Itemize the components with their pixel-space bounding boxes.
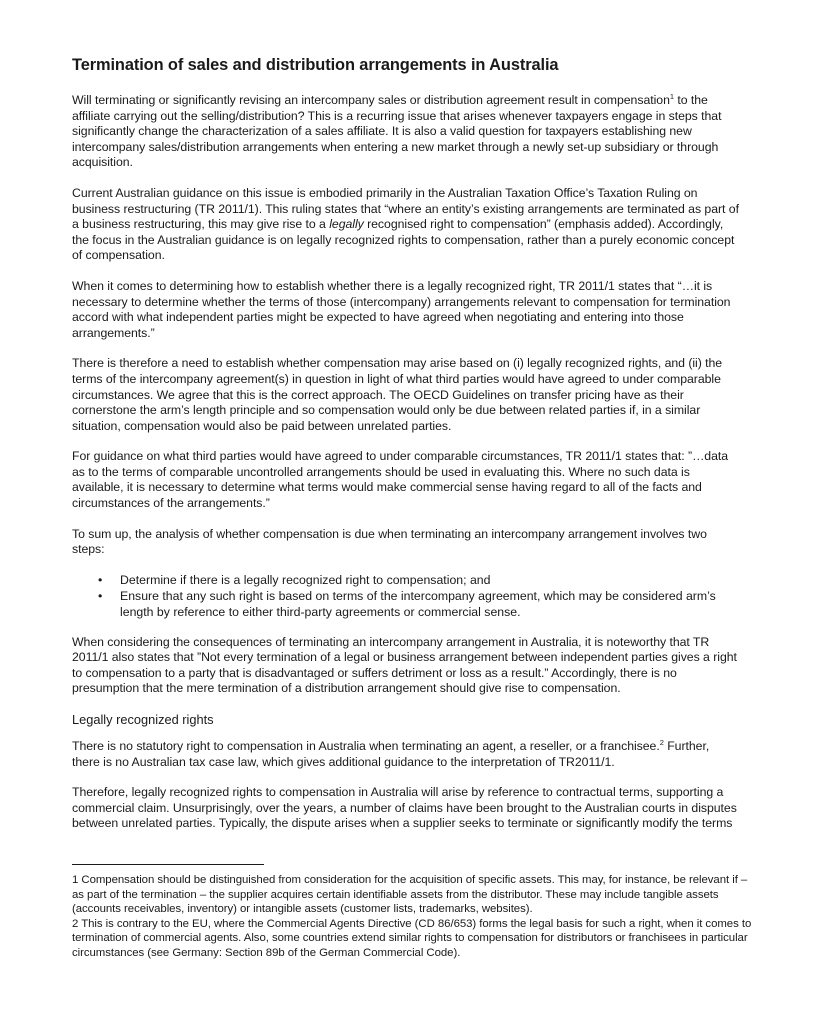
paragraph-text: Further, there is no Australian tax case law, which gives additional guidance to the interpretation of TR2011/1. [72, 739, 710, 769]
footnotes [72, 873, 752, 961]
paragraph-text: There is no statutory right to compensation in Australia when terminating an agent, a reseller, or a franchisee. [72, 739, 660, 753]
list-item [72, 589, 740, 620]
list-item [72, 573, 740, 589]
emphasis-text: legally [329, 217, 364, 232]
list-item-text: Ensure that any such right is based on terms of the intercompany agreement, which may be considered arm’s length by reference to either third-party agreements or commercial sense. [120, 589, 716, 620]
paragraph-text: Current Australian guidance on this issue is embodied primarily in the Australian Taxation Office’s Taxation Ruling on business restructuring (TR 2011/1). This ruling states that “where an entity’s existing arrangements are terminated as part of a business restructuring, this may give rise to a [72, 185, 739, 232]
footnote-2: 2 This is contrary to the EU, where the Commercial Agents Directive (CD 86/653) forms the legal basis for such a right, when it comes to termination of commercial agents. Also, some countries extend similar rights to compensation for distributors or franchisees in particular circumstances (see Germany: Section 89b of the German Commercial Code). [72, 917, 752, 959]
bullet-icon: • [98, 589, 103, 604]
page-title: Termination of sales and distribution arrangements in Australia [72, 56, 559, 74]
paragraph-consequences: When considering the consequences of terminating an intercompany arrangement in Australia, it is noteworthy that TR 2011/1 also states that ”Not every termination of a legal or business arrangement between independent parties gives a right to compensation to a party that is disadvantaged or suffers detriment or loss as a result.” Accordingly, there is no presumption that the mere termination of a distribution arrangement should give rise to compensation. [72, 634, 737, 696]
footnote-1: 1 Compensation should be distinguished from consideration for the acquisition of specific assets. This may, for instance, be relevant if – as part of the termination – the supplier acquires certain identifiable assets from the distributor. These may include tangible assets (accounts receivables, inventory) or intangible assets (customer lists, trademarks, websites). [72, 874, 748, 916]
steps-list [72, 573, 740, 621]
document-body [72, 56, 740, 847]
paragraph-text: Will terminating or significantly revising an intercompany sales or distribution agreement result in compensation [72, 93, 670, 107]
paragraph-text: recognised right to compensation” (emphasis added). Accordingly, the focus in the Australian guidance is on legally recognized rights to compensation, rather than a purely economic concept of compensation. [72, 217, 735, 263]
list-item-text: Determine if there is a legally recognized right to compensation; and [120, 572, 491, 587]
paragraph-text: to the affiliate carrying out the selling/distribution? This is a recurring issue that arises whenever taxpayers engage in steps that significantly change the characterization of a sales affiliate. It is also a valid question for taxpayers establishing new intercompany sales/distribution arrangements when entering a new market through a newly set-up subsidiary or through acquisition. [72, 93, 722, 170]
bullet-icon: • [98, 572, 103, 587]
paragraph-intro [72, 93, 740, 171]
footnote-ref-2: 2 [659, 737, 664, 747]
paragraph-summary: To sum up, the analysis of whether compensation is due when terminating an intercompany arrangement involves two steps: [72, 526, 707, 557]
paragraph-statutory [72, 739, 740, 770]
paragraph-legal-right: When it comes to determining how to establish whether there is a legally recognized right, TR 2011/1 states that “…it is necessary to determine whether the terms of those (intercompany) arrangements relevant to compensation for termination accord with what independent parties might be expected to have agreed when negotiating and entering into those arrangements.” [72, 278, 731, 340]
section-heading: Legally recognized rights [72, 712, 214, 727]
paragraph-arms-length: There is therefore a need to establish whether compensation may arise based on (i) legally recognized rights, and (ii) the terms of the intercompany agreement(s) in question in light of what third parties would have agreed to under comparable circumstances. We agree that this is the correct approach. The OECD Guidelines on transfer pricing have as their cornerstone the arm’s length principle and so compensation would only be due between related parties if, in a similar situation, compensation would also be paid between unrelated parties. [72, 356, 723, 433]
paragraph-contractual: Therefore, legally recognized rights to compensation in Australia will arise by reference to contractual terms, supporting a commercial claim. Unsurprisingly, over the years, a number of claims have been brought to the Australian courts in disputes between unrelated parties. Typically, the dispute arises when a supplier seeks to terminate or significantly modify the terms [72, 785, 737, 831]
paragraph-guidance [72, 186, 740, 264]
footnote-separator [72, 864, 264, 865]
paragraph-comparable: For guidance on what third parties would have agreed to under comparable circumstances, TR 2011/1 states that: ”…data as to the terms of comparable uncontrolled arrangements should be used in evaluating this. Where no such data is available, it is necessary to determine what terms would make commercial sense having regard to all of the facts and circumstances of the arrangements.” [72, 449, 729, 511]
footnote-ref-1: 1 [669, 91, 674, 101]
